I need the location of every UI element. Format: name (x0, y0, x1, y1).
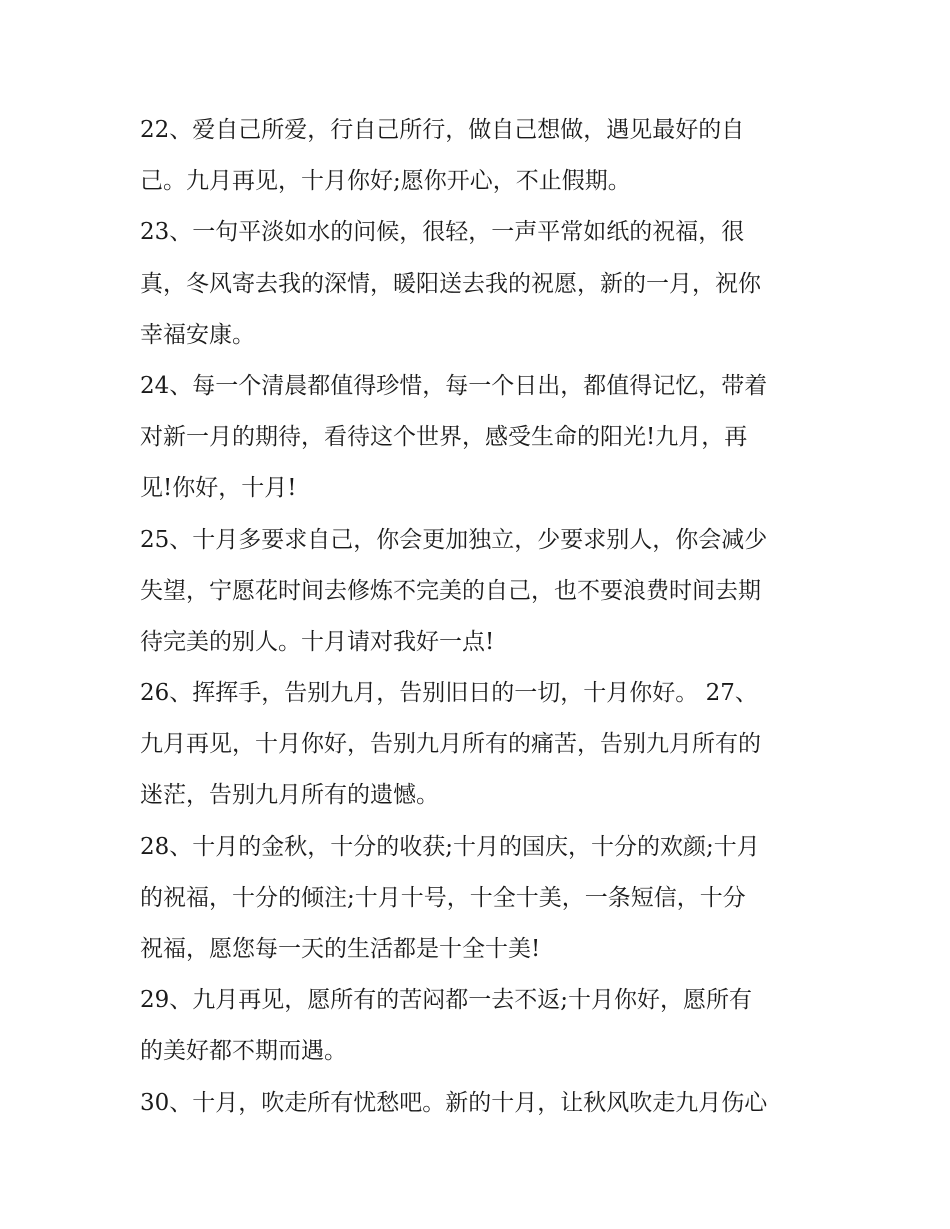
text-line: 的美好都不期而遇。 (140, 1038, 347, 1065)
text-line: 25、十月多要求自己，你会更加独立，少要求别人，你会减少 (140, 526, 768, 553)
text-line: 真，冬风寄去我的深情，暖阳送去我的祝愿，新的一月，祝你 (140, 270, 761, 297)
text-line: 28、十月的金秋，十分的收获;十月的国庆，十分的欢颜;十月 (140, 833, 760, 860)
text-line: 对新一月的期待，看待这个世界，感受生命的阳光!九月，再 (140, 424, 748, 451)
text-line: 失望，宁愿花时间去修炼不完美的自己，也不要浪费时间去期 (140, 577, 761, 604)
text-line: 祝福，愿您每一天的生活都是十全十美! (140, 936, 541, 962)
text-line: 22、爱自己所爱，行自己所行，做自己想做，遇见最好的自 (140, 117, 745, 143)
text-line: 待完美的别人。十月请对我好一点! (140, 628, 495, 655)
text-line: 迷茫，告别九月所有的遗憾。 (140, 782, 439, 809)
text-line: 29、九月再见，愿所有的苦闷都一去不返;十月你好，愿所有 (140, 987, 753, 1014)
text-line: 己。九月再见，十月你好;愿你开心，不止假期。 (140, 168, 631, 195)
text-line: 九月再见，十月你好，告别九月所有的痛苦，告别九月所有的 (140, 731, 761, 758)
text-line: 幸福安康。 (140, 321, 255, 348)
document-body (140, 105, 820, 1129)
text-line: 30、十月，吹走所有忧愁吧。新的十月，让秋风吹走九月伤心 (140, 1089, 768, 1116)
text-line: 23、一句平淡如水的问候，很轻，一声平常如纸的祝福，很 (140, 219, 745, 246)
text-line: 的祝福，十分的倾注;十月十号，十全十美，一条短信，十分 (140, 884, 746, 911)
text-line: 26、挥挥手，告别九月，告别旧日的一切，十月你好。 27、 (140, 680, 758, 707)
text-line: 24、每一个清晨都值得珍惜，每一个日出，都值得记忆，带着 (140, 372, 768, 399)
text-line: 见!你好，十月! (140, 475, 297, 502)
